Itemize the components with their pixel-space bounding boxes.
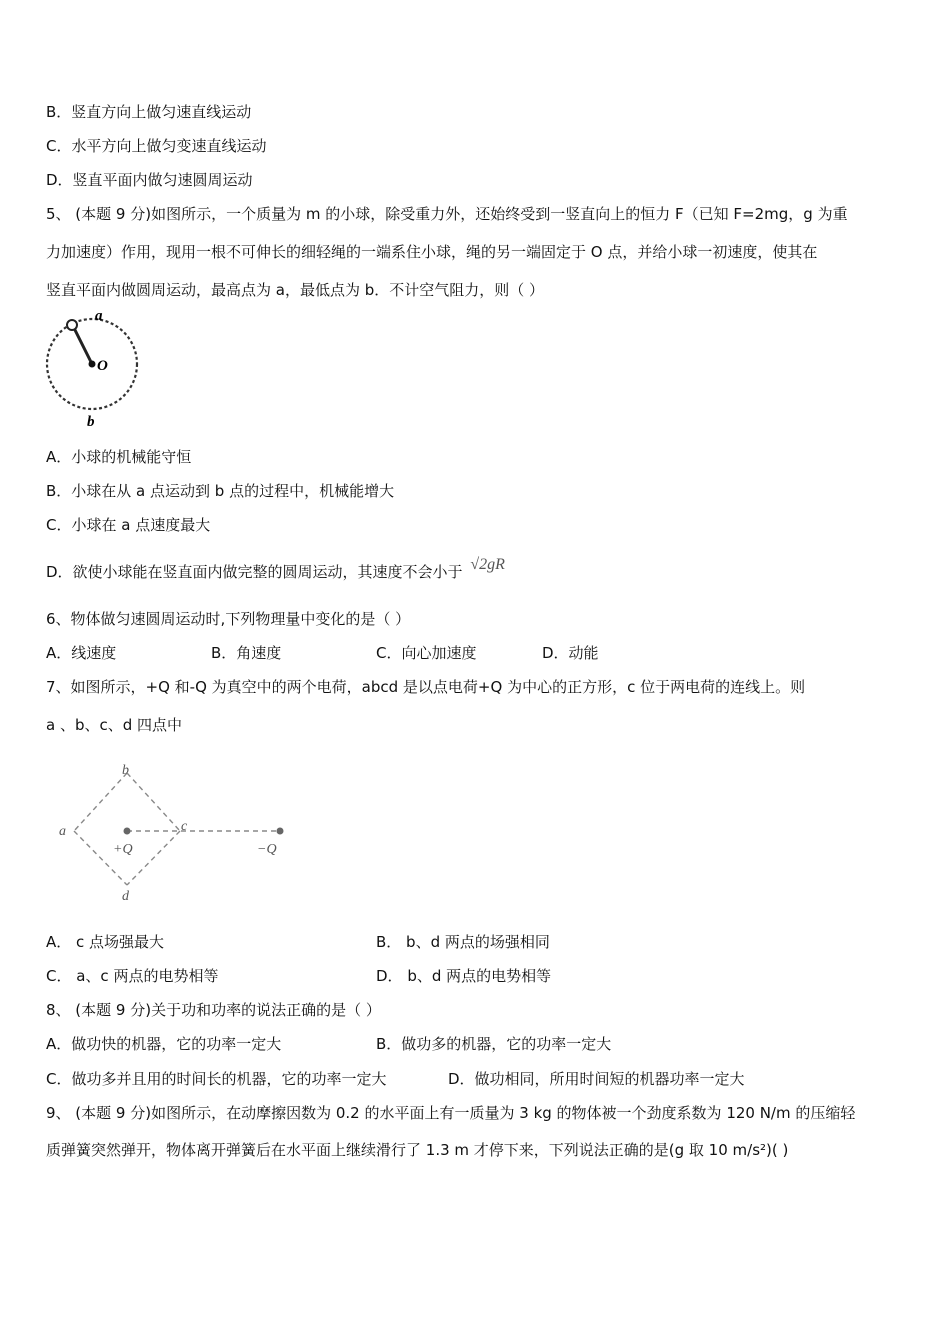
q8-option-c: C．做功多并且用的时间长的机器，它的功率一定大 — [46, 1070, 387, 1088]
label-a: a — [59, 824, 66, 839]
q6-option-b: B．角速度 — [211, 644, 282, 662]
q9-stem-line1: 9、 (本题 9 分)如图所示，在动摩擦因数为 0.2 的水平面上有一质量为 3 kg 的物体被一个劲度系数为 120 N/m 的压缩轻 — [46, 1104, 856, 1122]
q5-stem-line2: 力加速度）作用，现用一根不可伸长的细轻绳的一端系住小球，绳的另一端固定于 O 点，并给小球一初速度，使其在 — [46, 243, 818, 261]
q7-option-d: D． b、d 两点的电势相等 — [376, 967, 552, 985]
label-c: c — [181, 819, 188, 834]
q6-stem: 6、物体做匀速圆周运动时,下列物理量中变化的是（ ） — [46, 610, 411, 628]
label-d: d — [122, 889, 129, 904]
q7-charges-figure — [55, 760, 295, 905]
q5-option-a: A．小球的机械能守恒 — [46, 448, 192, 466]
q9-stem-line2: 质弹簧突然弹开，物体离开弹簧后在水平面上继续滑行了 1.3 m 才停下来，下列说法正确的是(g 取 10 m/s²)( ) — [46, 1141, 789, 1159]
string-line — [73, 326, 92, 364]
q5-option-c: C．小球在 a 点速度最大 — [46, 516, 211, 534]
q5-circle-figure — [40, 308, 150, 430]
q8-option-b: B．做功多的机器，它的功率一定大 — [376, 1035, 612, 1053]
label-o: O — [97, 358, 108, 374]
label-plus-q: +Q — [113, 842, 133, 857]
label-b: b — [87, 414, 95, 430]
q5-option-d — [46, 556, 505, 583]
q7-option-b: B． b、d 两点的场强相同 — [376, 933, 550, 951]
label-minus-q: −Q — [257, 842, 277, 857]
label-b: b — [122, 763, 129, 778]
q8-option-a: A．做功快的机器，它的功率一定大 — [46, 1035, 282, 1053]
q8-stem: 8、 (本题 9 分)关于功和功率的说法正确的是（ ） — [46, 1001, 381, 1019]
sqrt-2gR-formula: √2gR — [470, 556, 505, 573]
pivot-point — [89, 361, 96, 368]
q6-option-d: D．动能 — [542, 644, 599, 662]
q7-option-a: A． c 点场强最大 — [46, 933, 165, 951]
q8-option-d: D．做功相同，所用时间短的机器功率一定大 — [448, 1070, 745, 1088]
q4-option-d: D．竖直平面内做匀速圆周运动 — [46, 171, 253, 189]
positive-charge — [124, 828, 131, 835]
q6-option-c: C．向心加速度 — [376, 644, 477, 662]
q5-option-b: B．小球在从 a 点运动到 b 点的过程中，机械能增大 — [46, 482, 395, 500]
q7-option-c: C． a、c 两点的电势相等 — [46, 967, 219, 985]
q4-option-c: C．水平方向上做匀变速直线运动 — [46, 137, 267, 155]
ball — [67, 320, 77, 330]
q7-stem-line2: a 、b、c、d 四点中 — [46, 716, 183, 734]
label-a: a — [95, 308, 103, 324]
q5-stem-line1: 5、 (本题 9 分)如图所示，一个质量为 m 的小球，除受重力外，还始终受到一竖直向上的恒力 F（已知 F=2mg，g 为重 — [46, 205, 848, 223]
q7-stem-line1: 7、如图所示，+Q 和-Q 为真空中的两个电荷，abcd 是以点电荷+Q 为中心的正方形，c 位于两电荷的连线上。则 — [46, 678, 806, 696]
q5-option-d-text: D．欲使小球能在竖直面内做完整的圆周运动，其速度不会小于 — [46, 563, 463, 581]
q4-option-b: B．竖直方向上做匀速直线运动 — [46, 103, 252, 121]
negative-charge — [277, 828, 284, 835]
q6-option-a: A．线速度 — [46, 644, 117, 662]
q5-stem-line3: 竖直平面内做圆周运动，最高点为 a，最低点为 b．不计空气阻力，则（ ） — [46, 281, 545, 299]
